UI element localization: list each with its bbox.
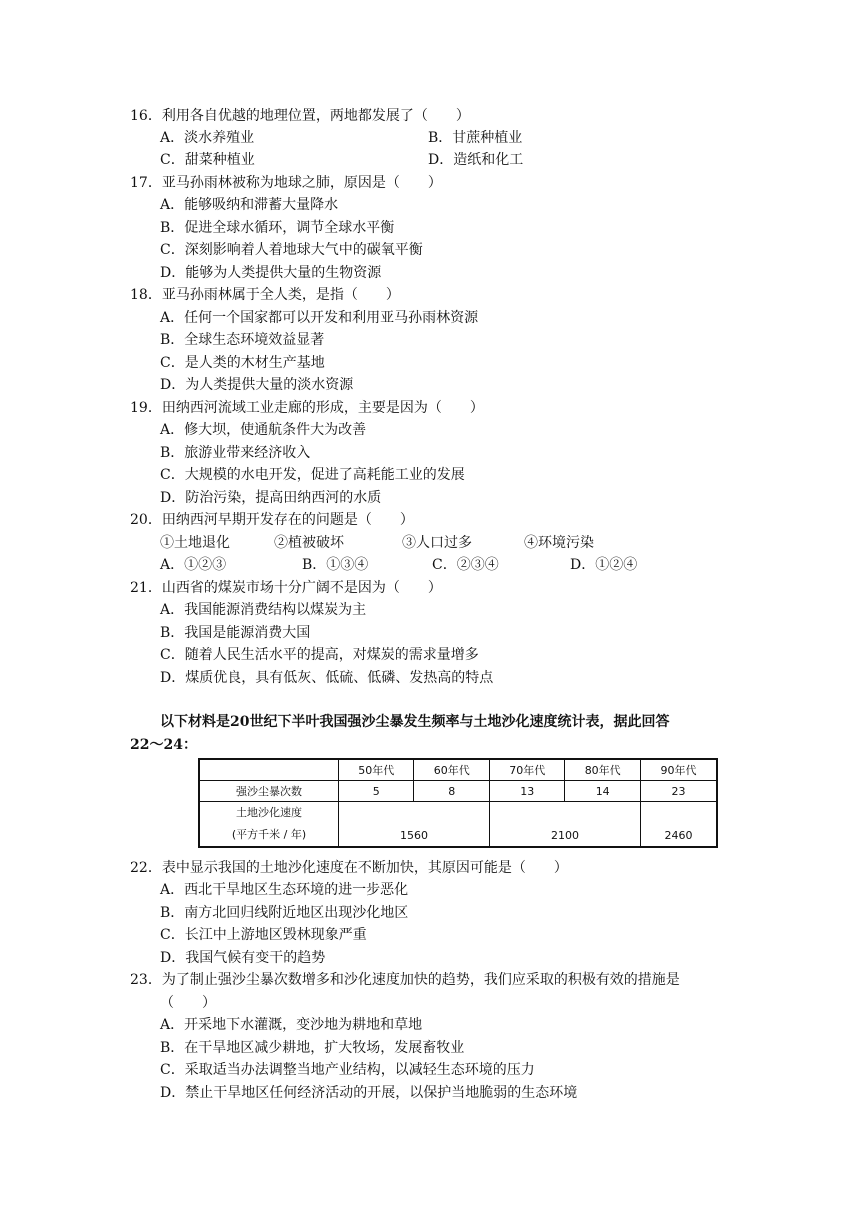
table-cell: 2460 xyxy=(640,802,717,848)
question-22-option-d: D．我国气候有变干的趋势 xyxy=(160,950,326,966)
material-intro-line2: 22～24： xyxy=(130,737,197,753)
question-20-item-1: ①土地退化 xyxy=(160,535,230,551)
question-23-option-c: C．采取适当办法调整当地产业结构，以减轻生态环境的压力 xyxy=(160,1062,535,1078)
question-18-option-b: B．全球生态环境效益显著 xyxy=(160,332,325,348)
question-20-option-d: D．①②④ xyxy=(570,557,638,573)
question-23-option-a: A．开采地下水灌溉，变沙地为耕地和草地 xyxy=(160,1017,423,1033)
table-corner-cell xyxy=(199,759,339,781)
table-cell: 5 xyxy=(339,781,414,802)
table-row-label: 强沙尘暴次数 xyxy=(199,781,339,802)
question-17-stem: 17．亚马孙雨林被称为地球之肺，原因是（ ） xyxy=(130,175,442,191)
question-18-option-d: D．为人类提供大量的淡水资源 xyxy=(160,377,354,393)
question-16-stem: 16．利用各自优越的地理位置，两地都发展了（ ） xyxy=(130,108,470,124)
question-22-option-a: A．西北干旱地区生态环境的进一步恶化 xyxy=(160,882,409,898)
table-cell: 1560 xyxy=(339,802,490,848)
question-23-stem-continued: （ ） xyxy=(160,995,216,1011)
question-19-option-d: D．防治污染，提高田纳西河的水质 xyxy=(160,490,382,506)
table-cell: 2100 xyxy=(489,802,640,848)
table-row xyxy=(199,781,717,802)
table-decade-header: 90年代 xyxy=(640,759,717,781)
question-17-option-d: D．能够为人类提供大量的生物资源 xyxy=(160,265,382,281)
question-22-option-b: B．南方北回归线附近地区出现沙化地区 xyxy=(160,905,409,921)
question-21-option-c: C．随着人民生活水平的提高，对煤炭的需求量增多 xyxy=(160,647,479,663)
table-decade-header: 60年代 xyxy=(414,759,489,781)
table-header-row xyxy=(199,759,717,781)
question-16-option-d: D．造纸和化工 xyxy=(428,152,524,168)
table-row-label xyxy=(199,802,339,848)
question-20-option-b: B．①③④ xyxy=(302,557,369,573)
question-19-option-c: C．大规模的水电开发，促进了高耗能工业的发展 xyxy=(160,467,465,483)
question-20-item-2: ②植被破坏 xyxy=(274,535,344,551)
question-17-option-c: C．深刻影响着人着地球大气中的碳氧平衡 xyxy=(160,242,423,258)
table-row-label-unit: (平方千米 / 年) xyxy=(231,828,307,841)
question-17-option-a: A．能够吸纳和滞蓄大量降水 xyxy=(160,197,339,213)
question-16-option-c: C．甜菜种植业 xyxy=(160,152,255,168)
table-decade-header: 50年代 xyxy=(339,759,414,781)
stats-table xyxy=(198,758,718,848)
question-21-option-d: D．煤质优良，具有低灰、低硫、低磷、发热高的特点 xyxy=(160,670,494,686)
question-16-option-a: A．淡水养殖业 xyxy=(160,130,255,146)
table-cell: 23 xyxy=(640,781,717,802)
question-20-option-a: A．①②③ xyxy=(160,557,227,573)
question-20-item-3: ③人口过多 xyxy=(402,535,472,551)
table-cell: 14 xyxy=(565,781,640,802)
question-21-option-a: A．我国能源消费结构以煤炭为主 xyxy=(160,602,367,618)
question-18-option-c: C．是人类的木材生产基地 xyxy=(160,355,325,371)
question-23-option-d: D．禁止干旱地区任何经济活动的开展，以保护当地脆弱的生态环境 xyxy=(160,1085,578,1101)
question-18-stem: 18．亚马孙雨林属于全人类，是指（ ） xyxy=(130,287,400,303)
material-intro-line1: 以下材料是20世纪下半叶我国强沙尘暴发生频率与土地沙化速度统计表，据此回答 xyxy=(160,714,670,730)
table-row xyxy=(199,802,717,848)
question-19-stem: 19．田纳西河流域工业走廊的形成，主要是因为（ ） xyxy=(130,400,484,416)
question-20-stem: 20．田纳西河早期开发存在的问题是（ ） xyxy=(130,512,414,528)
table-decade-header: 70年代 xyxy=(489,759,564,781)
question-21-option-b: B．我国是能源消费大国 xyxy=(160,625,311,641)
question-20-item-4: ④环境污染 xyxy=(524,535,594,551)
table-row-label-main: 土地沙化速度 xyxy=(236,806,302,819)
question-21-stem: 21．山西省的煤炭市场十分广阔不是因为（ ） xyxy=(130,580,442,596)
table-decade-header: 80年代 xyxy=(565,759,640,781)
question-23-option-b: B．在干旱地区减少耕地，扩大牧场，发展畜牧业 xyxy=(160,1040,465,1056)
question-19-option-a: A．修大坝，使通航条件大为改善 xyxy=(160,422,367,438)
table-cell: 13 xyxy=(489,781,564,802)
question-22-stem: 22．表中显示我国的土地沙化速度在不断加快，其原因可能是（ ） xyxy=(130,860,568,876)
question-16-option-b: B．甘蔗种植业 xyxy=(428,130,523,146)
question-22-option-c: C．长江中上游地区毁林现象严重 xyxy=(160,927,367,943)
table-cell: 8 xyxy=(414,781,489,802)
question-17-option-b: B．促进全球水循环，调节全球水平衡 xyxy=(160,220,395,236)
question-19-option-b: B．旅游业带来经济收入 xyxy=(160,445,311,461)
question-23-stem: 23．为了制止强沙尘暴次数增多和沙化速度加快的趋势，我们应采取的积极有效的措施是 xyxy=(130,972,680,988)
question-20-option-c: C．②③④ xyxy=(432,557,499,573)
question-18-option-a: A．任何一个国家都可以开发和利用亚马孙雨林资源 xyxy=(160,310,479,326)
